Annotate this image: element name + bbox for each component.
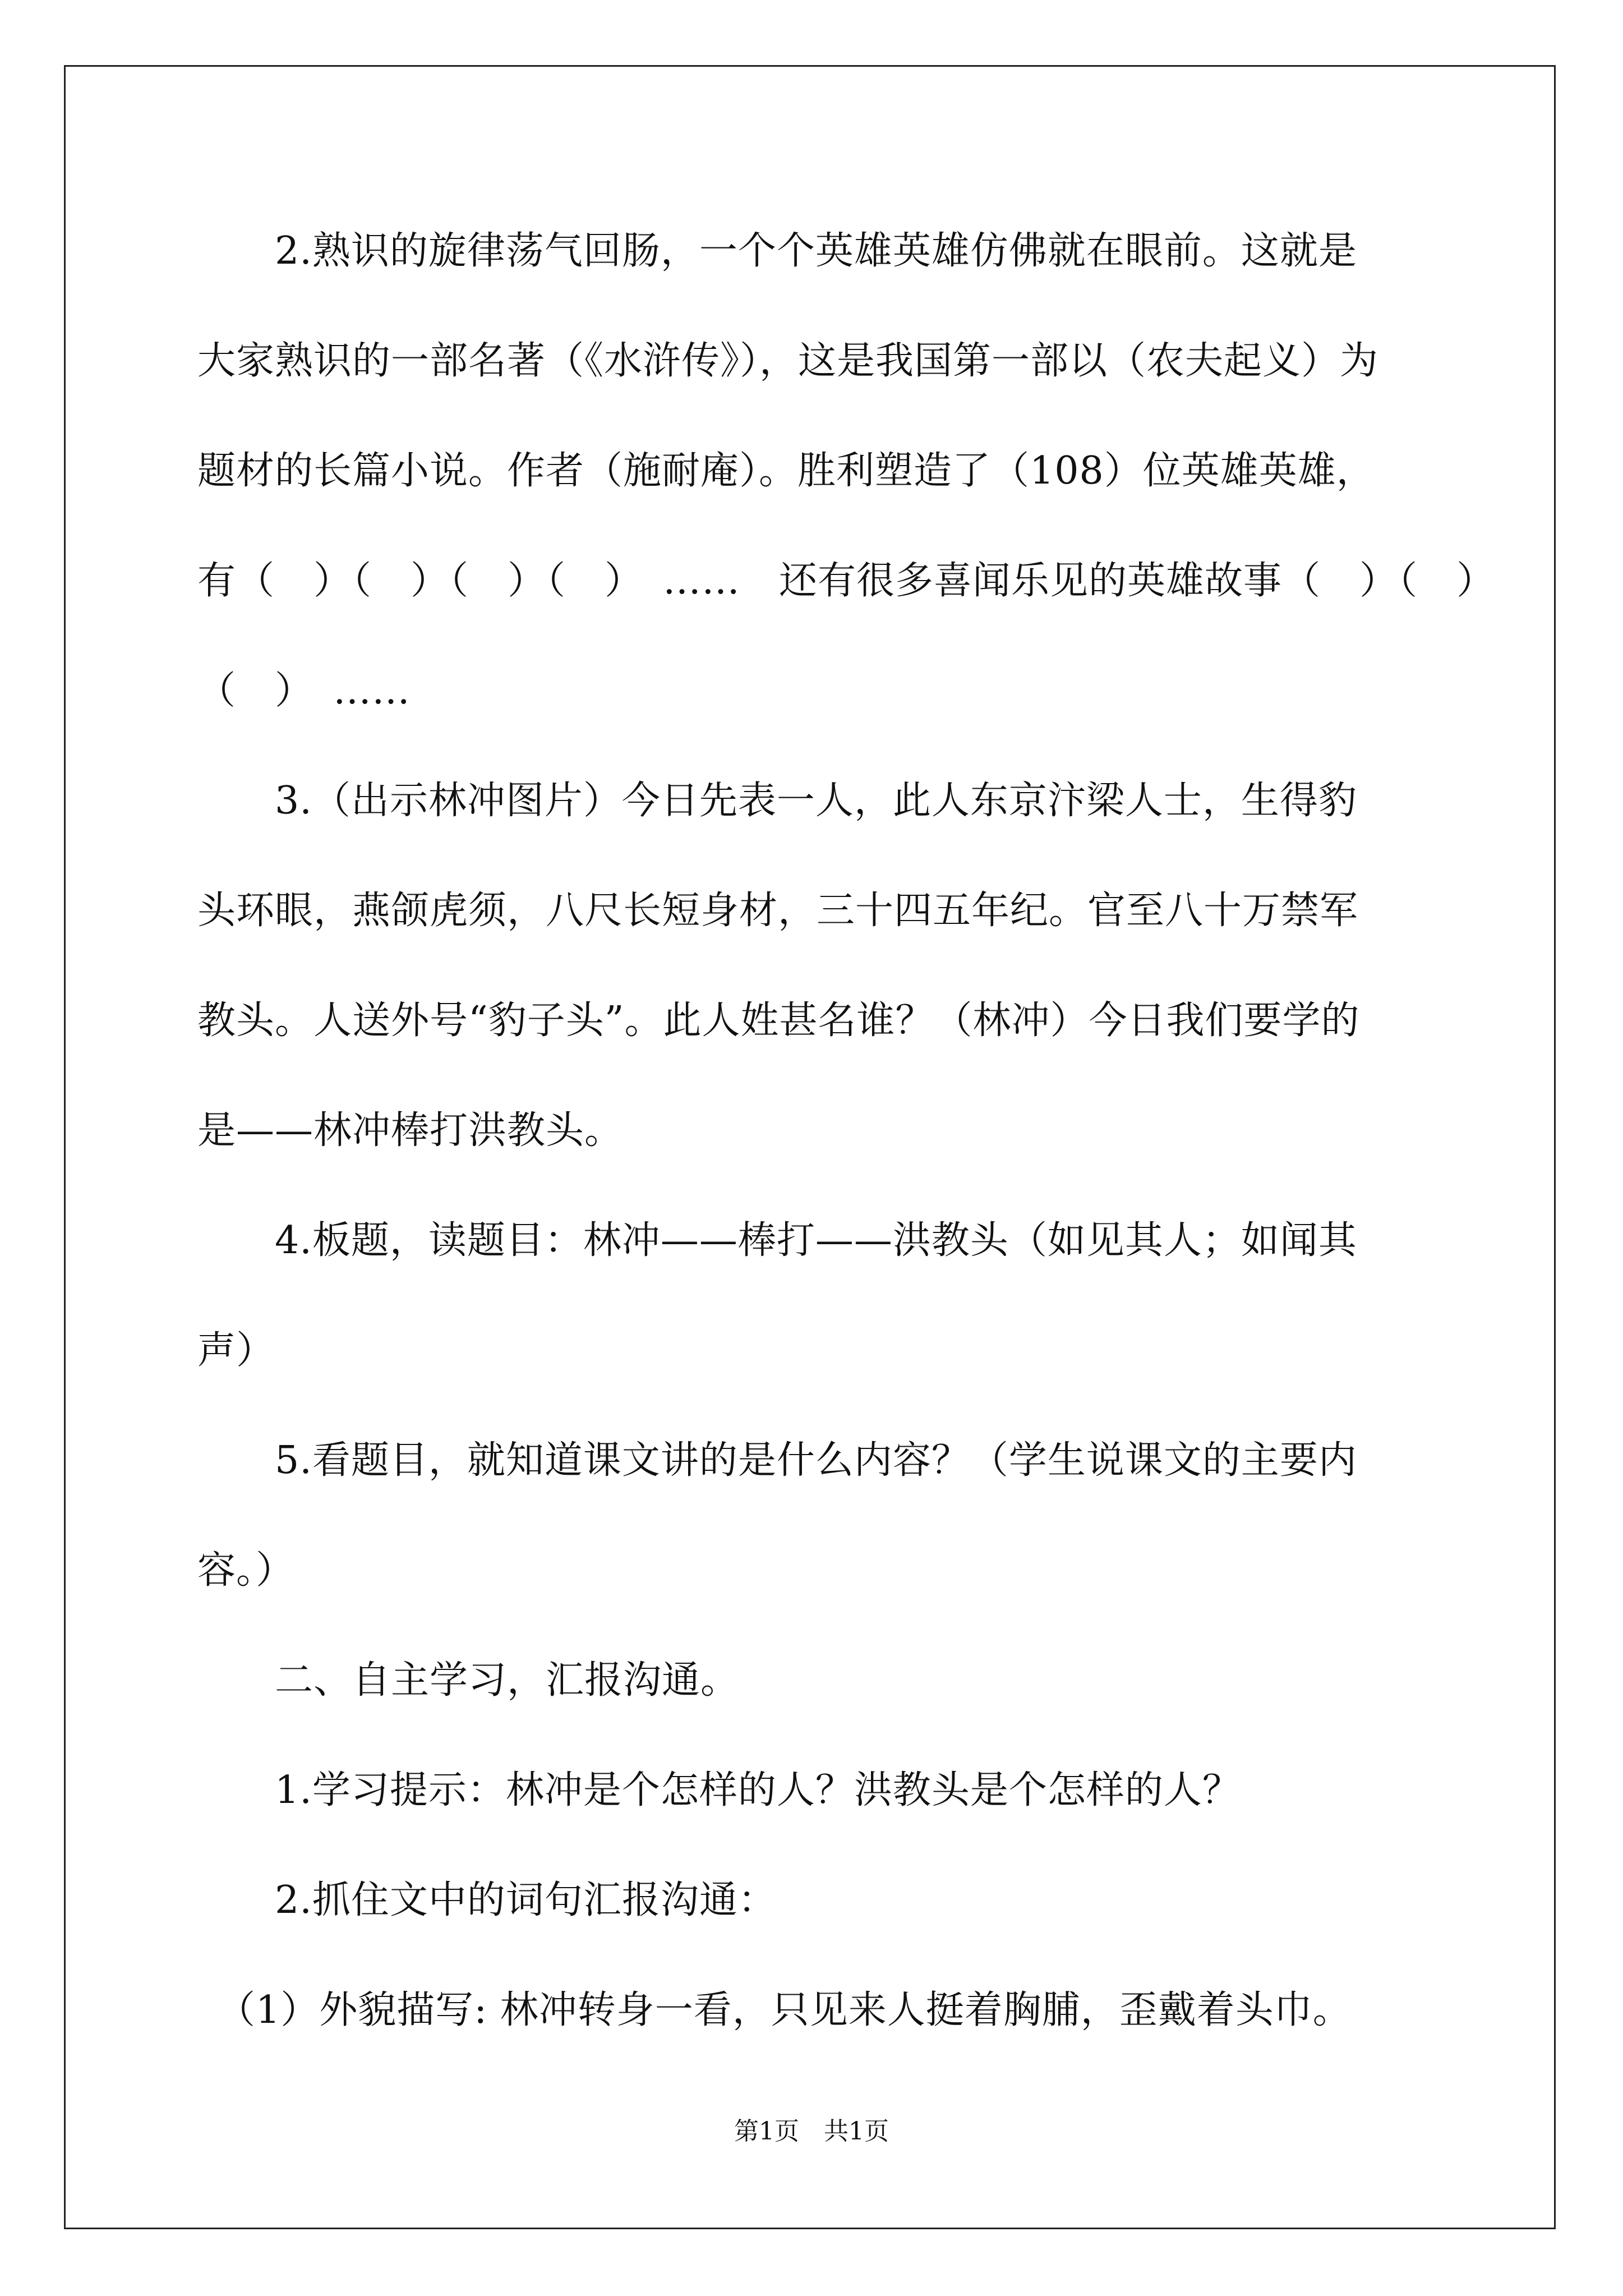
body-line: 2.熟识的旋律荡气回肠，一个个英雄英雄仿佛就在眼前。这就是 — [197, 229, 1357, 273]
body-line: 容。） — [197, 1548, 295, 1593]
body-line: 有（ ）（ ）（ ）（ ） …… 还有很多喜闻乐见的英雄故事（ ）（ ） — [197, 559, 1496, 603]
body-line: （ ） …… — [197, 669, 411, 713]
body-line: 2.抓住文中的词句汇报沟通： — [197, 1878, 777, 1922]
body-line: 声） — [197, 1328, 275, 1373]
body-line: 1.学习提示：林冲是个怎样的人？洪教头是个怎样的人？ — [197, 1768, 1241, 1812]
section-heading: 二、自主学习，汇报沟通。 — [197, 1658, 740, 1703]
body-line: 4.板题，读题目：林冲——棒打——洪教头（如见其人；如闻其 — [197, 1218, 1357, 1263]
body-line: （1）外貌描写: 林冲转身一看，只见来人挺着胸脯，歪戴着头巾。 — [197, 1988, 1352, 2032]
body-line: 大家熟识的一部名著（《水浒传》），这是我国第一部以（农夫起义）为 — [197, 339, 1379, 383]
body-line: 头环眼，燕颌虎须，八尺长短身材，三十四五年纪。官至八十万禁军 — [197, 889, 1359, 933]
body-line: 教头。人送外号“豹子头”。此人姓甚名谁？（林冲）今日我们要学的 — [197, 999, 1360, 1043]
body-line: 题材的长篇小说。作者（施耐庵）。胜利塑造了（108）位英雄英雄， — [197, 449, 1375, 493]
body-line: 3.（出示林冲图片）今日先表一人，此人东京汴梁人士，生得豹 — [197, 779, 1357, 823]
page-footer: 第1页 共1页 — [734, 2117, 889, 2146]
body-line: 是——林冲棒打洪教头。 — [197, 1108, 624, 1153]
body-line: 5.看题目，就知道课文讲的是什么内容？（学生说课文的主要内 — [197, 1438, 1357, 1483]
